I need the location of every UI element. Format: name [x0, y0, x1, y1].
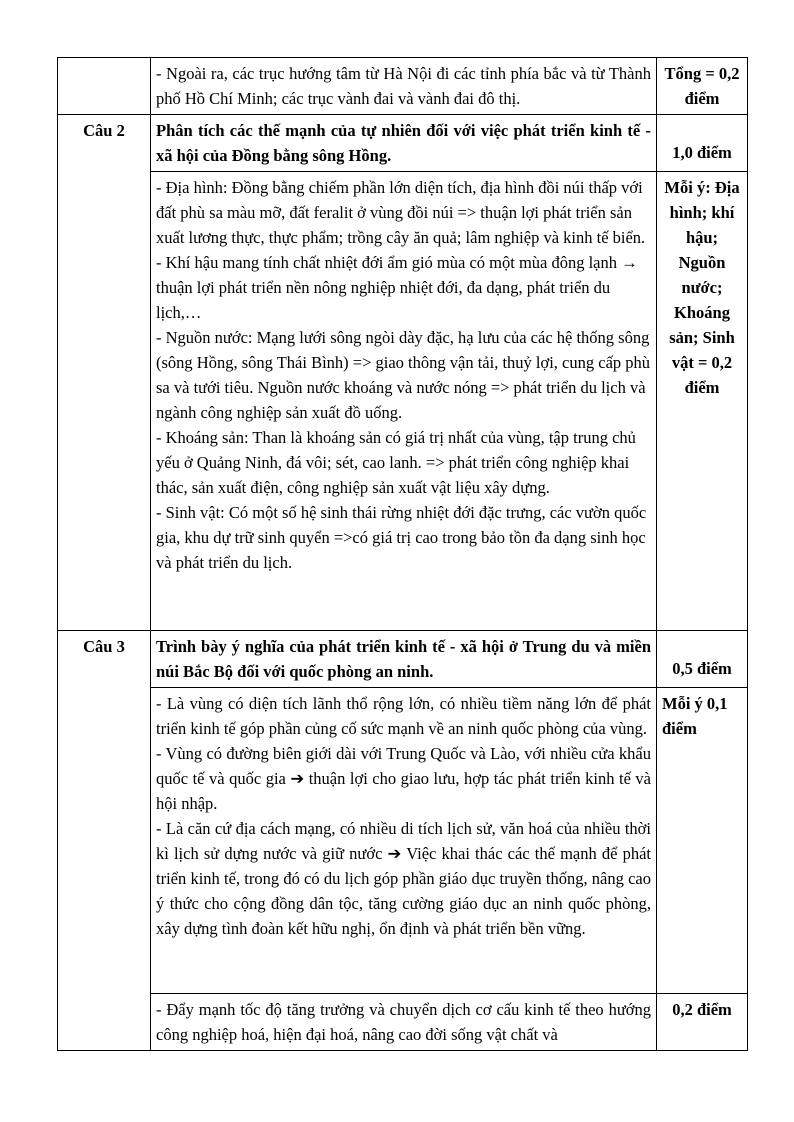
cau2-question-score: 1,0 điểm — [657, 115, 748, 172]
carryover-answer-text: - Ngoài ra, các trục hướng tâm từ Hà Nội đi các tỉnh phía bắc và từ Thành phố Hồ Chí Minh; các trục vành đai và vành đai đô thị. — [151, 58, 657, 115]
cau3-question-text: Trình bày ý nghĩa của phát triển kinh tế - xã hội ở Trung du và miền núi Bắc Bộ đối với quốc phòng an ninh. — [151, 631, 657, 688]
table-row — [58, 172, 748, 631]
cau3-answer-text — [151, 688, 657, 994]
cau2-answer-score: Mỗi ý: Địa hình; khí hậu; Nguồn nước; Khoáng sản; Sinh vật = 0,2 điểm — [657, 172, 748, 631]
answer-paragraph: - Sinh vật: Có một số hệ sinh thái rừng nhiệt đới đặc trưng, các vườn quốc gia, khu dự trữ sinh quyển =>có giá trị cao trong bảo tồn đa dạng sinh học và phát triển du lịch. — [156, 503, 647, 572]
answer-paragraph: - Địa hình: Đồng bằng chiếm phần lớn diện tích, địa hình đồi núi thấp với đất phù sa màu mỡ, đất feralit ở vùng đồi núi => thuận lợi phát triển sản xuất lương thực, thực phẩm; trồng cây ăn quả; lâm nghiệp và kinh tế biển. — [156, 178, 646, 247]
cau3-question-score: 0,5 điểm — [657, 631, 748, 688]
table-row — [58, 631, 748, 688]
answer-paragraph: - Là vùng có diện tích lãnh thổ rộng lớn, có nhiều tiềm năng lớn để phát triển kinh tế góp phần củng cố sức mạnh về an ninh quốc phòng của vùng. — [156, 694, 651, 738]
table-row — [58, 115, 748, 172]
table-row — [58, 58, 748, 115]
cau2-answer-text — [151, 172, 657, 631]
answer-paragraph: - Là căn cứ địa cách mạng, có nhiều di tích lịch sử, văn hoá của nhiều thời kì lịch sử dựng nước và giữ nước ➔ Việc khai thác các thế mạnh để phát triển kinh tế, trong đó có du lịch góp phần giáo dục truyền thống, nâng cao ý thức cho cộng đồng dân tộc, tăng cường giáo dục an ninh quốc phòng, xây dựng tình đoàn kết hữu nghị, ổn định và phát triển bền vững. — [156, 819, 651, 938]
question-label-empty-cell — [58, 58, 151, 115]
answer-paragraph: - Vùng có đường biên giới dài với Trung Quốc và Lào, với nhiều cửa khẩu quốc tế và quốc gia ➔ thuận lợi cho giao lưu, hợp tác phát triển kinh tế và hội nhập. — [156, 744, 651, 813]
table-row — [58, 688, 748, 994]
cau3-tail-score: 0,2 điểm — [657, 994, 748, 1051]
table-row — [58, 994, 748, 1051]
question-label-cau2: Câu 2 — [58, 115, 151, 631]
cau3-tail-answer-text: - Đẩy mạnh tốc độ tăng trưởng và chuyển dịch cơ cấu kinh tế theo hướng công nghiệp hoá, hiện đại hoá, nâng cao đời sống vật chất và — [151, 994, 657, 1051]
question-label-cau3: Câu 3 — [58, 631, 151, 1051]
answer-paragraph: - Nguồn nước: Mạng lưới sông ngòi dày đặc, hạ lưu của các hệ thống sông (sông Hồng, sông Thái Bình) => giao thông vận tải, thuỷ lợi, cung cấp phù sa và tưới tiêu. Nguồn nước khoáng và nước nóng => phát triển du lịch và ngành công nghiệp sản xuất đồ uống. — [156, 328, 651, 422]
cau2-question-text: Phân tích các thế mạnh của tự nhiên đối với việc phát triển kinh tế - xã hội của Đồng bằng sông Hồng. — [151, 115, 657, 172]
answer-paragraph: - Khí hậu mang tính chất nhiệt đới ẩm gió mùa có một mùa đông lạnh → thuận lợi phát triển nền nông nghiệp nhiệt đới, đa dạng, phát triển du lịch,… — [156, 253, 638, 322]
page-sheet — [57, 57, 747, 1051]
answer-paragraph: - Khoáng sản: Than là khoáng sản có giá trị nhất của vùng, tập trung chủ yếu ở Quảng Ninh, đá vôi; sét, cao lanh. => phát triển công nghiệp khai thác, sản xuất điện, công nghiệp sản xuất vật liệu xây dựng. — [156, 428, 636, 497]
cau3-answer-score: Mỗi ý 0,1 điểm — [657, 688, 748, 994]
carryover-score: Tổng = 0,2 điểm — [657, 58, 748, 115]
answer-rubric-table — [57, 57, 748, 1051]
